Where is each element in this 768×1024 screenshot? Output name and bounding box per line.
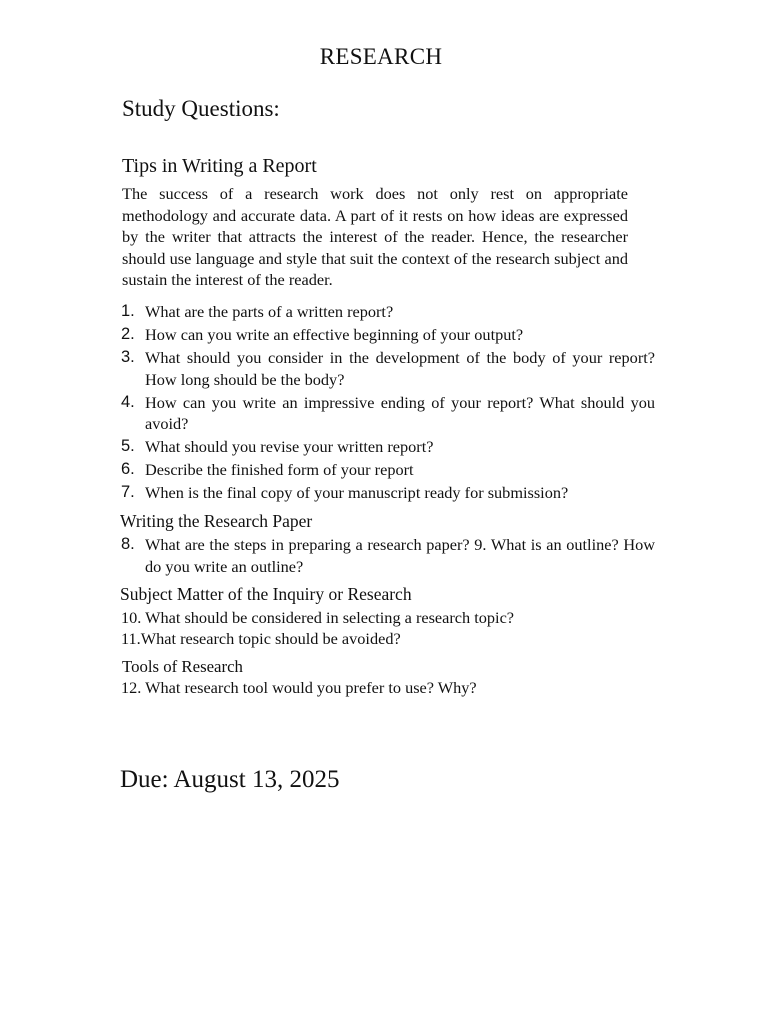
question-number: 2. bbox=[121, 325, 135, 343]
tips-heading: Tips in Writing a Report bbox=[122, 155, 317, 177]
question-text: What are the parts of a written report? bbox=[145, 302, 394, 321]
question-text: How can you write an effective beginning of your output? bbox=[145, 325, 524, 344]
tools-heading: Tools of Research bbox=[122, 657, 243, 676]
question-item bbox=[121, 392, 655, 435]
intro-paragraph: The success of a research work does not only rest on appropriate methodology and accurate data. A part of it rests on how ideas are expressed by the writer that attracts the interest of the reader. Hence, the researcher should use language and style that suit the context of the research subject and sustain the interest of the reader. bbox=[122, 184, 628, 289]
question-text: What are the steps in preparing a research paper? 9. What is an outline? How do you write an outline? bbox=[145, 535, 655, 576]
question-11: 11.What research topic should be avoided? bbox=[121, 629, 401, 648]
question-item bbox=[121, 482, 655, 504]
question-12: 12. What research tool would you prefer to use? Why? bbox=[121, 678, 477, 697]
question-text: How can you write an impressive ending of your report? What should you avoid? bbox=[145, 392, 655, 433]
study-questions-label: Study Questions: bbox=[122, 96, 280, 121]
question-item-8 bbox=[121, 534, 655, 577]
due-date: Due: August 13, 2025 bbox=[120, 766, 340, 793]
question-number: 4. bbox=[121, 392, 135, 411]
question-item bbox=[121, 436, 655, 458]
question-item bbox=[121, 301, 655, 323]
question-number: 6. bbox=[121, 460, 135, 478]
document-title: RESEARCH bbox=[319, 44, 443, 69]
question-10: 10. What should be considered in selecting a research topic? bbox=[121, 608, 515, 627]
question-number: 3. bbox=[121, 348, 135, 366]
question-item bbox=[121, 324, 655, 346]
question-number: 7. bbox=[121, 483, 135, 501]
question-text: Describe the finished form of your report bbox=[145, 460, 414, 479]
question-text: What should you revise your written report? bbox=[145, 437, 434, 456]
question-list bbox=[121, 301, 655, 505]
question-item bbox=[121, 347, 655, 390]
question-item bbox=[121, 459, 655, 481]
question-number: 5. bbox=[121, 437, 135, 455]
writing-paper-heading: Writing the Research Paper bbox=[120, 511, 313, 531]
question-text: What should you consider in the development of the body of your report? How long should be the body? bbox=[145, 348, 655, 389]
subject-matter-heading: Subject Matter of the Inquiry or Research bbox=[120, 584, 412, 604]
question-number: 8. bbox=[121, 535, 135, 553]
question-text: When is the final copy of your manuscript ready for submission? bbox=[145, 483, 569, 502]
question-number: 1. bbox=[121, 302, 135, 320]
